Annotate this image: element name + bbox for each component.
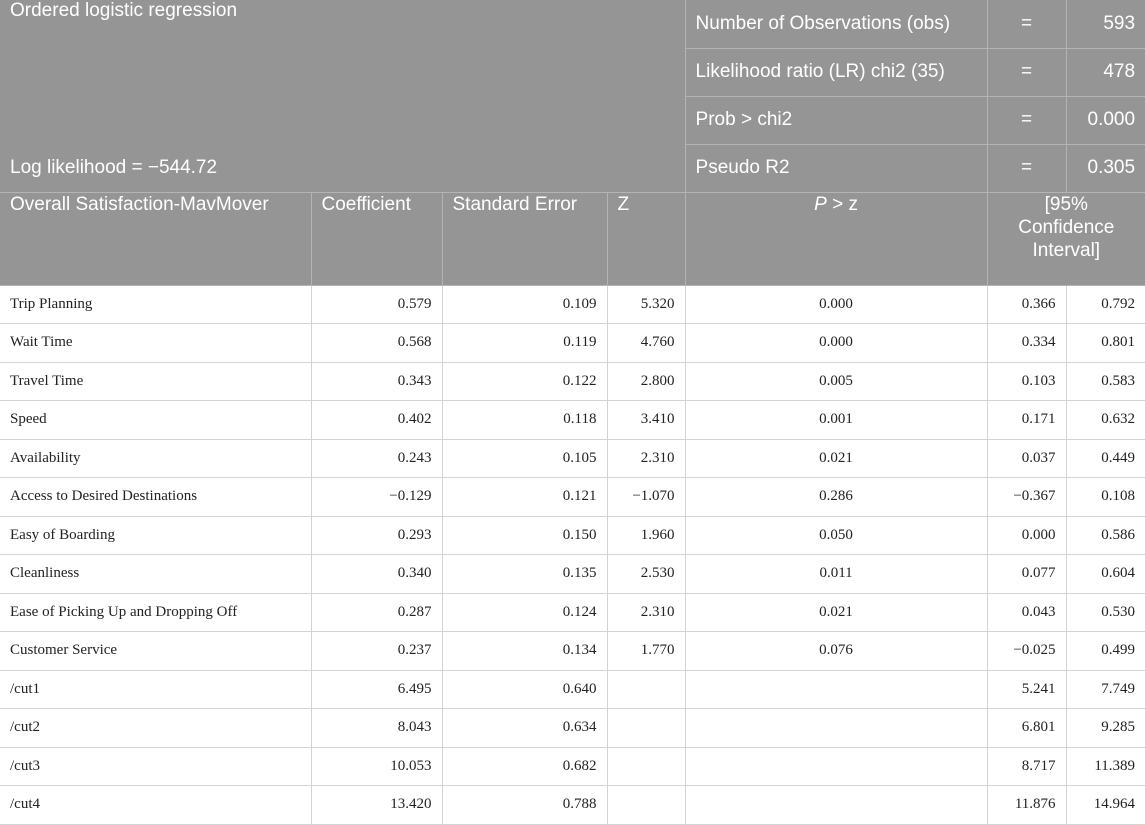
col-header-std-error: Standard Error: [442, 192, 607, 285]
table-row: [0, 670, 1145, 709]
z-cell: [607, 747, 685, 786]
p-value-cell: 0.005: [685, 362, 987, 401]
coefficient-cell: 0.402: [311, 401, 442, 440]
table-row: [0, 362, 1145, 401]
row-label: Ease of Picking Up and Dropping Off: [0, 593, 311, 632]
coefficient-cell: 0.293: [311, 516, 442, 555]
z-cell: 1.960: [607, 516, 685, 555]
ci-high-cell: 7.749: [1066, 670, 1145, 709]
coefficient-cell: 8.043: [311, 709, 442, 748]
std-error-cell: 0.109: [442, 285, 607, 324]
std-error-cell: 0.105: [442, 439, 607, 478]
table-row: [0, 478, 1145, 517]
stat-value: 593: [1066, 0, 1145, 48]
std-error-cell: 0.124: [442, 593, 607, 632]
coefficient-cell: 0.243: [311, 439, 442, 478]
z-cell: 2.530: [607, 555, 685, 594]
ci-low-cell: 0.171: [987, 401, 1066, 440]
ci-high-cell: 0.632: [1066, 401, 1145, 440]
std-error-cell: 0.134: [442, 632, 607, 671]
std-error-cell: 0.119: [442, 324, 607, 363]
stat-equals: =: [987, 96, 1066, 144]
z-cell: 2.310: [607, 593, 685, 632]
header-row-1: [0, 0, 1145, 48]
p-value-cell: [685, 786, 987, 825]
p-value-cell: 0.021: [685, 593, 987, 632]
p-value-cell: [685, 670, 987, 709]
ci-low-cell: 0.103: [987, 362, 1066, 401]
stat-label: Likelihood ratio (LR) chi2 (35): [685, 48, 987, 96]
col-header-dependent: Overall Satisfaction-MavMover: [0, 192, 311, 285]
z-cell: [607, 709, 685, 748]
z-cell: 2.310: [607, 439, 685, 478]
model-title: Ordered logistic regression: [0, 0, 685, 144]
row-label: /cut1: [0, 670, 311, 709]
ci-high-cell: 0.583: [1066, 362, 1145, 401]
table-row: [0, 786, 1145, 825]
z-cell: [607, 670, 685, 709]
coefficient-cell: 0.237: [311, 632, 442, 671]
ci-low-cell: 0.037: [987, 439, 1066, 478]
row-label: Customer Service: [0, 632, 311, 671]
ci-low-cell: 0.366: [987, 285, 1066, 324]
table-row: [0, 401, 1145, 440]
ci-high-cell: 0.792: [1066, 285, 1145, 324]
p-value-cell: [685, 747, 987, 786]
column-header-row: [0, 192, 1145, 285]
std-error-cell: 0.634: [442, 709, 607, 748]
ci-low-cell: −0.025: [987, 632, 1066, 671]
row-label: Availability: [0, 439, 311, 478]
z-cell: 3.410: [607, 401, 685, 440]
ci-low-cell: 0.334: [987, 324, 1066, 363]
ci-low-cell: 0.000: [987, 516, 1066, 555]
row-label: Travel Time: [0, 362, 311, 401]
table-row: [0, 439, 1145, 478]
coefficient-cell: 13.420: [311, 786, 442, 825]
ci-high-cell: 0.801: [1066, 324, 1145, 363]
ci-high-cell: 0.108: [1066, 478, 1145, 517]
table-row: [0, 555, 1145, 594]
std-error-cell: 0.118: [442, 401, 607, 440]
ci-high-cell: 11.389: [1066, 747, 1145, 786]
table-row: [0, 709, 1145, 748]
p-value-cell: [685, 709, 987, 748]
coefficient-cell: 0.343: [311, 362, 442, 401]
p-value-cell: 0.001: [685, 401, 987, 440]
std-error-cell: 0.122: [442, 362, 607, 401]
coefficient-cell: 10.053: [311, 747, 442, 786]
coefficient-cell: 0.579: [311, 285, 442, 324]
table-row: [0, 632, 1145, 671]
p-value-cell: 0.286: [685, 478, 987, 517]
std-error-cell: 0.135: [442, 555, 607, 594]
ci-high-cell: 14.964: [1066, 786, 1145, 825]
stat-equals: =: [987, 144, 1066, 192]
z-cell: 5.320: [607, 285, 685, 324]
p-symbol: P: [814, 193, 827, 215]
ci-high-cell: 0.449: [1066, 439, 1145, 478]
stat-equals: =: [987, 48, 1066, 96]
coefficient-cell: 6.495: [311, 670, 442, 709]
p-value-cell: 0.050: [685, 516, 987, 555]
z-cell: 1.770: [607, 632, 685, 671]
coefficient-cell: 0.568: [311, 324, 442, 363]
col-header-z: Z: [607, 192, 685, 285]
row-label: Wait Time: [0, 324, 311, 363]
z-cell: [607, 786, 685, 825]
log-likelihood: Log likelihood = −544.72: [0, 144, 685, 192]
ci-low-cell: 0.043: [987, 593, 1066, 632]
table-row: [0, 747, 1145, 786]
z-cell: 2.800: [607, 362, 685, 401]
col-header-p-value: [685, 192, 987, 285]
row-label: Cleanliness: [0, 555, 311, 594]
ci-high-cell: 0.530: [1066, 593, 1145, 632]
stat-label: Pseudo R2: [685, 144, 987, 192]
ci-low-cell: 6.801: [987, 709, 1066, 748]
stat-equals: =: [987, 0, 1066, 48]
p-suffix: > z: [826, 193, 858, 215]
row-label: Access to Desired Destinations: [0, 478, 311, 517]
ci-high-cell: 0.604: [1066, 555, 1145, 594]
z-cell: 4.760: [607, 324, 685, 363]
ci-high-cell: 0.499: [1066, 632, 1145, 671]
p-value-cell: 0.000: [685, 324, 987, 363]
header-row-4: [0, 144, 1145, 192]
ci-high-cell: 0.586: [1066, 516, 1145, 555]
ci-low-cell: 8.717: [987, 747, 1066, 786]
table-body: [0, 285, 1145, 824]
std-error-cell: 0.682: [442, 747, 607, 786]
row-label: Easy of Boarding: [0, 516, 311, 555]
ci-low-cell: 5.241: [987, 670, 1066, 709]
stat-value: 0.305: [1066, 144, 1145, 192]
p-value-cell: 0.076: [685, 632, 987, 671]
col-header-confidence-interval: [95% Confidence Interval]: [987, 192, 1145, 285]
row-label: Trip Planning: [0, 285, 311, 324]
col-header-coefficient: Coefficient: [311, 192, 442, 285]
ci-low-cell: 11.876: [987, 786, 1066, 825]
p-value-cell: 0.000: [685, 285, 987, 324]
p-value-cell: 0.021: [685, 439, 987, 478]
std-error-cell: 0.788: [442, 786, 607, 825]
coefficient-cell: 0.287: [311, 593, 442, 632]
row-label: /cut4: [0, 786, 311, 825]
table-row: [0, 593, 1145, 632]
stat-value: 478: [1066, 48, 1145, 96]
std-error-cell: 0.121: [442, 478, 607, 517]
table-row: [0, 516, 1145, 555]
stat-label: Number of Observations (obs): [685, 0, 987, 48]
ci-low-cell: −0.367: [987, 478, 1066, 517]
ci-high-cell: 9.285: [1066, 709, 1145, 748]
table-row: [0, 285, 1145, 324]
p-value-cell: 0.011: [685, 555, 987, 594]
table-row: [0, 324, 1145, 363]
coefficient-cell: −0.129: [311, 478, 442, 517]
std-error-cell: 0.640: [442, 670, 607, 709]
row-label: /cut3: [0, 747, 311, 786]
row-label: /cut2: [0, 709, 311, 748]
stat-label: Prob > chi2: [685, 96, 987, 144]
stat-value: 0.000: [1066, 96, 1145, 144]
row-label: Speed: [0, 401, 311, 440]
ci-low-cell: 0.077: [987, 555, 1066, 594]
z-cell: −1.070: [607, 478, 685, 517]
std-error-cell: 0.150: [442, 516, 607, 555]
coefficient-cell: 0.340: [311, 555, 442, 594]
